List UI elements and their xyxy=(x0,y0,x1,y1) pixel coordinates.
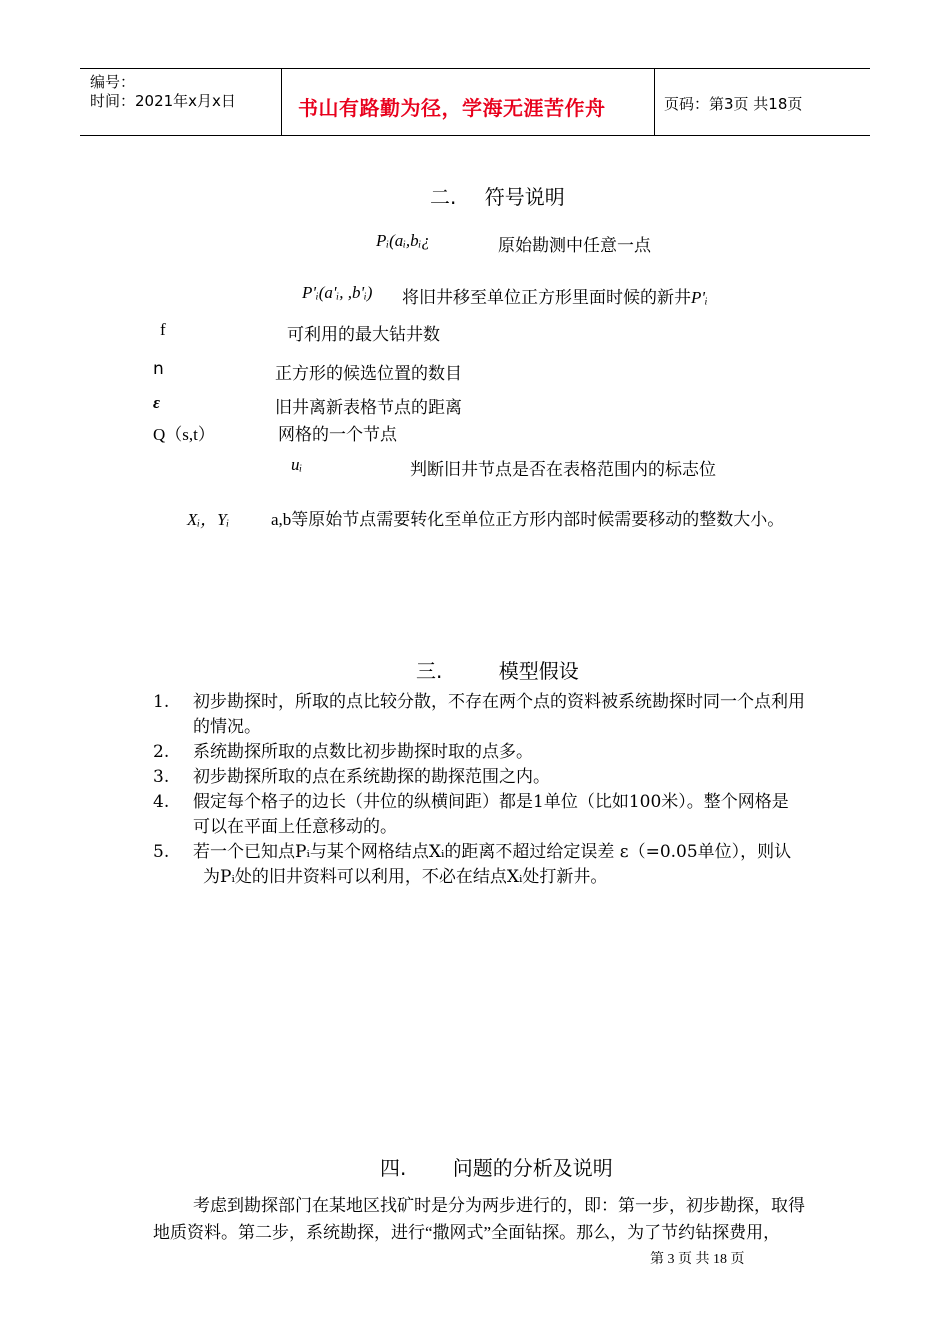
assumption-4-num: 4. xyxy=(153,792,170,812)
section3-heading xyxy=(416,655,579,684)
symbol-row-5-symbol: ε xyxy=(153,393,160,412)
section3-title: 模型假设 xyxy=(498,659,579,683)
assumption-2-num: 2. xyxy=(153,742,170,762)
assumption-5-line2: 为Pᵢ处的旧井资料可以利用，不必在结点Xᵢ处打新井。 xyxy=(203,867,608,887)
symbol-row-2-desc xyxy=(402,283,708,308)
assumption-item-5 xyxy=(153,840,893,890)
symbol-row-6-desc: 网格的一个节点 xyxy=(278,425,397,444)
symbol-row-2-desc-text: 将旧井移至单位正方形里面时候的新井 xyxy=(402,288,691,307)
section4-paragraph-line2: 地质资料。第二步，系统勘探，进行“撒网式”全面钻探。那么，为了节约钻探费用， xyxy=(153,1223,781,1242)
section2-number: 二. xyxy=(430,185,457,209)
assumption-4-line2: 可以在平面上任意移动的。 xyxy=(193,817,397,837)
section2-title: 符号说明 xyxy=(484,185,565,209)
assumption-item-4 xyxy=(153,790,893,840)
symbol-row-1-desc: 原始勘测中任意一点 xyxy=(498,236,651,255)
section2-heading xyxy=(430,181,565,210)
assumption-5-num: 5. xyxy=(153,842,170,862)
header-divider-left xyxy=(281,68,282,136)
assumption-3-line1: 初步勘探所取的点在系统勘探的勘探范围之内。 xyxy=(193,767,550,787)
section4-number: 四. xyxy=(380,1156,407,1180)
symbol-row-7-symbol: uᵢ xyxy=(291,455,303,474)
header-top-rule xyxy=(80,68,870,69)
header-bottom-rule xyxy=(80,135,870,136)
header-date-label: 时间：2021年x月x日 xyxy=(90,92,236,110)
section4-title: 问题的分析及说明 xyxy=(452,1156,613,1180)
section3-number: 三. xyxy=(416,659,443,683)
symbol-row-5-desc: 旧井离新表格节点的距离 xyxy=(275,398,462,417)
header-divider-right xyxy=(654,68,655,136)
header-page-info: 页码：第3页 共18页 xyxy=(664,95,803,113)
section4-paragraph-line1: 考虑到勘探部门在某地区找矿时是分为两步进行的，即：第一步，初步勘探，取得 xyxy=(193,1196,805,1215)
symbol-row-2-desc-tail: P'ᵢ xyxy=(691,288,708,307)
assumption-list xyxy=(153,690,893,890)
header-motto: 书山有路勤为径，学海无涯苦作舟 xyxy=(298,96,606,120)
symbol-row-8-desc: a,b等原始节点需要转化至单位正方形内部时候需要移动的整数大小。 xyxy=(271,510,785,529)
symbol-row-2-symbol: P'ᵢ(a'ᵢ, ,b'ᵢ) xyxy=(302,283,373,302)
symbol-row-4-desc: 正方形的候选位置的数目 xyxy=(275,364,462,383)
symbol-row-6-symbol: Q（s,t） xyxy=(153,425,215,444)
symbol-row-8-symbol: Xᵢ，Yᵢ xyxy=(187,510,230,529)
assumption-1-line2: 的情况。 xyxy=(193,717,261,737)
assumption-1-num: 1. xyxy=(153,692,170,712)
assumption-item-1 xyxy=(153,690,893,740)
assumption-item-3 xyxy=(153,765,893,790)
section4-heading xyxy=(380,1152,613,1181)
symbol-row-7-desc: 判断旧井节点是否在表格范围内的标志位 xyxy=(410,460,716,479)
footer-page-number: 第 3 页 共 18 页 xyxy=(650,1252,745,1267)
symbol-row-1-symbol: Pᵢ(aᵢ,bᵢ¿ xyxy=(376,231,430,250)
assumption-item-2 xyxy=(153,740,893,765)
assumption-3-num: 3. xyxy=(153,767,170,787)
assumption-1-line1: 初步勘探时，所取的点比较分散，不存在两个点的资料被系统勘探时同一个点利用 xyxy=(193,692,805,712)
symbol-row-3-desc: 可利用的最大钻井数 xyxy=(287,325,440,344)
assumption-2-line1: 系统勘探所取的点数比初步勘探时取的点多。 xyxy=(193,742,533,762)
symbol-row-4-symbol: n xyxy=(153,359,164,379)
symbol-row-3-symbol: f xyxy=(160,320,166,339)
header-number-label: 编号： xyxy=(90,73,136,91)
assumption-4-line1: 假定每个格子的边长（井位的纵横间距）都是1单位（比如100米）。整个网格是 xyxy=(193,792,789,812)
assumption-5-line1: 若一个已知点Pᵢ与某个网格结点Xᵢ的距离不超过给定误差 ε（=0.05单位），则认 xyxy=(193,842,792,862)
